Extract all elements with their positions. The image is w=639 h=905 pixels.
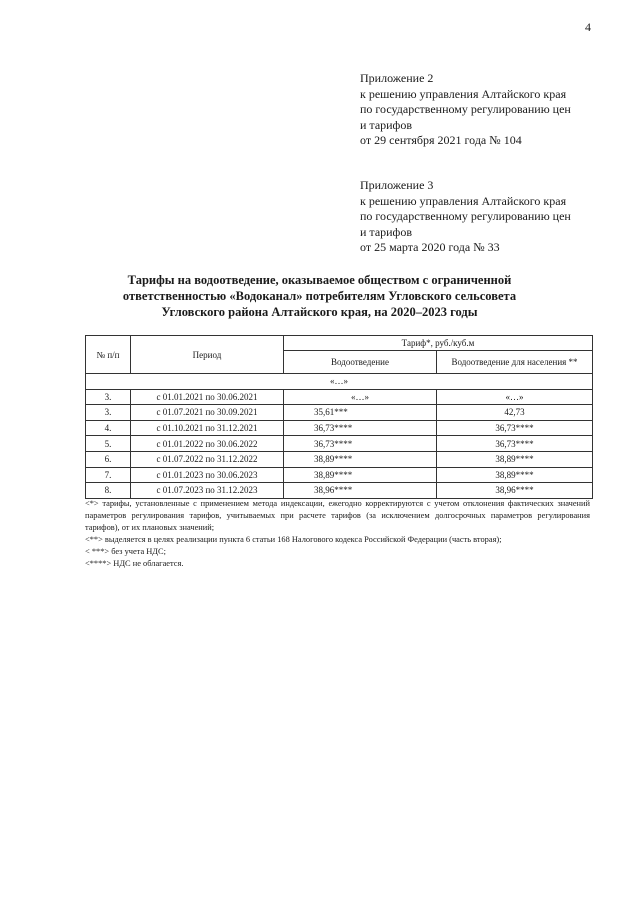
footnote: <*> тарифы, установленные с применением метода индексации, ежегодно корректируются с учетом отклонения фактических значений параметров регулирования тарифов, учитываемых при расчете тарифов (за исключением долгосрочных параметров регулирования тарифов), от их плановых значений;: [85, 499, 590, 532]
appendix-line: по государственному регулированию цен: [360, 102, 571, 116]
appendix-line: к решению управления Алтайского края: [360, 86, 567, 101]
appendix-2-header: [360, 71, 571, 149]
cell-number: 8.: [86, 483, 131, 499]
cell-number: 5.: [86, 436, 131, 452]
cell-wastewater: 38,89****: [284, 467, 437, 483]
appendix-3-header: [360, 178, 571, 256]
cell-wastewater-population: 42,73: [437, 405, 593, 421]
header-period: Период: [131, 336, 284, 374]
title-line: ответственностью «Водоканал» потребителям Угловского сельсовета: [122, 289, 517, 303]
table-row: [86, 483, 593, 499]
header-wastewater-population: Водоотведение для населения **: [437, 351, 593, 374]
cell-wastewater-population: 38,89****: [437, 451, 593, 467]
appendix-line: от 25 марта 2020 года № 33: [360, 240, 500, 254]
cell-number: 3.: [86, 405, 131, 421]
cell-period: с 01.07.2023 по 31.12.2023: [131, 483, 284, 499]
cell-period: с 01.01.2023 по 30.06.2023: [131, 467, 284, 483]
footnote: <**> выделяется в целях реализации пункта 6 статьи 168 Налогового кодекса Российской Федерации (часть вторая);: [85, 535, 502, 544]
header-tariff: Тариф*, руб./куб.м: [284, 336, 593, 351]
header-number: № п/п: [86, 336, 131, 374]
appendix-line: и тарифов: [360, 117, 413, 132]
cell-wastewater: «…»: [284, 389, 437, 405]
cell-number: 7.: [86, 467, 131, 483]
table-row: [86, 420, 593, 436]
appendix-line: и тарифов: [360, 224, 413, 239]
table-row-ellipsis: [86, 374, 593, 390]
table-row: [86, 389, 593, 405]
cell-number: 3.: [86, 389, 131, 405]
cell-number: 6.: [86, 451, 131, 467]
cell-wastewater-population: «…»: [437, 389, 593, 405]
ellipsis-cell: «…»: [86, 374, 593, 390]
cell-wastewater: 36,73****: [284, 436, 437, 452]
appendix-line: по государственному регулированию цен: [360, 209, 571, 223]
table-row: [86, 436, 593, 452]
cell-period: с 01.10.2021 по 31.12.2021: [131, 420, 284, 436]
appendix-line: от 29 сентября 2021 года № 104: [360, 133, 522, 147]
cell-wastewater-population: 36,73****: [437, 420, 593, 436]
footnote: <****> НДС не облагается.: [85, 559, 184, 568]
page-number: 4: [585, 20, 591, 34]
table-row: [86, 451, 593, 467]
tariff-table: [85, 335, 593, 499]
title-line: Угловского района Алтайского края, на 2020–2023 годы: [161, 305, 478, 319]
appendix-line: Приложение 3: [360, 178, 434, 192]
appendix-line: к решению управления Алтайского края: [360, 193, 567, 208]
cell-wastewater-population: 36,73****: [437, 436, 593, 452]
appendix-line: Приложение 2: [360, 71, 434, 85]
cell-period: с 01.01.2022 по 30.06.2022: [131, 436, 284, 452]
header-wastewater: Водоотведение: [284, 351, 437, 374]
cell-wastewater: 35,61***: [284, 405, 437, 421]
cell-wastewater: 38,89****: [284, 451, 437, 467]
cell-period: с 01.01.2021 по 30.06.2021: [131, 389, 284, 405]
document-title: [90, 272, 549, 320]
title-line: Тарифы на водоотведение, оказываемое обществом с ограниченной: [127, 273, 512, 287]
cell-wastewater: 36,73****: [284, 420, 437, 436]
cell-period: с 01.07.2021 по 30.09.2021: [131, 405, 284, 421]
cell-wastewater: 38,96****: [284, 483, 437, 499]
cell-wastewater-population: 38,89****: [437, 467, 593, 483]
table-row: [86, 405, 593, 421]
footnote: < ***> без учета НДС;: [85, 547, 166, 556]
cell-wastewater-population: 38,96****: [437, 483, 593, 499]
footnotes: [85, 498, 590, 570]
table-row: [86, 467, 593, 483]
cell-number: 4.: [86, 420, 131, 436]
cell-period: с 01.07.2022 по 31.12.2022: [131, 451, 284, 467]
